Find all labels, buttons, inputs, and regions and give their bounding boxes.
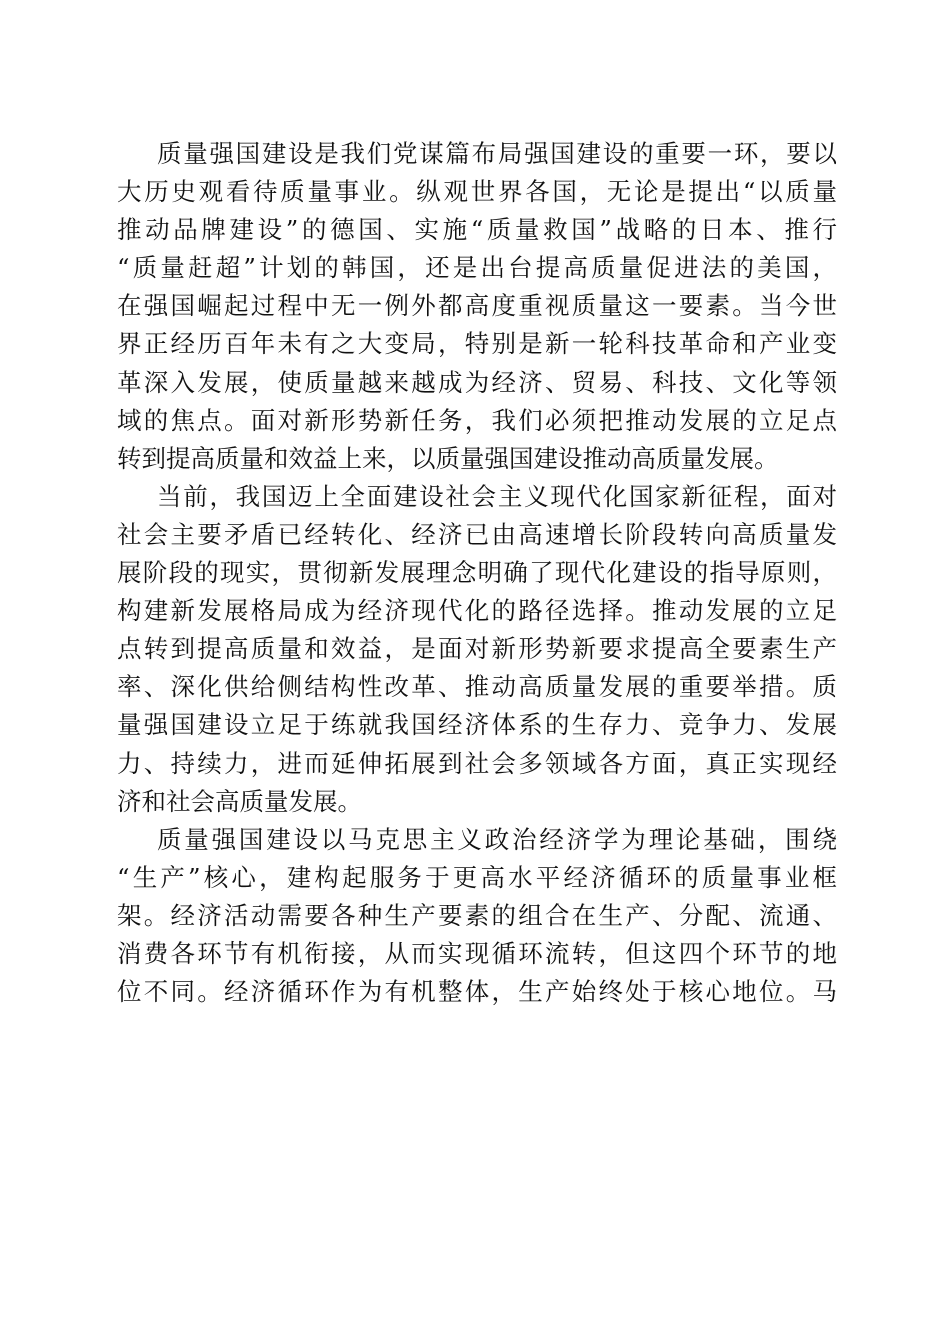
text-line: 大历史观看待质量事业。纵观世界各国，无论是提出“以质量 xyxy=(117,177,837,207)
paragraph-2 xyxy=(117,478,837,821)
text-line: 消费各环节有机衔接，从而实现循环流转，但这四个环节的地 xyxy=(117,938,837,968)
text-line: 展阶段的现实，贯彻新发展理念明确了现代化建设的指导原则， xyxy=(117,558,837,588)
text-line: 推动品牌建设”的德国、实施“质量救国”战略的日本、推行 xyxy=(117,215,837,245)
text-line: 质量强国建设以马克思主义政治经济学为理论基础，围绕 xyxy=(157,824,837,854)
text-line: 社会主要矛盾已经转化、经济已由高速增长阶段转向高质量发 xyxy=(117,519,837,549)
text-line: 界正经历百年未有之大变局，特别是新一轮科技革命和产业变 xyxy=(117,329,837,359)
document-body xyxy=(117,135,837,1011)
text-line: 转到提高质量和效益上来，以质量强国建设推动高质量发展。 xyxy=(117,443,779,473)
text-line: 力、持续力，进而延伸拓展到社会多领域各方面，真正实现经 xyxy=(117,748,837,778)
text-line: 点转到提高质量和效益，是面对新形势新要求提高全要素生产 xyxy=(117,634,837,664)
paragraph-3 xyxy=(117,821,837,1011)
text-line: “生产”核心，建构起服务于更高水平经济循环的质量事业框 xyxy=(117,862,837,892)
text-line: 在强国崛起过程中无一例外都高度重视质量这一要素。当今世 xyxy=(117,291,837,321)
paragraph-1 xyxy=(117,135,837,478)
text-line: 位不同。经济循环作为有机整体，生产始终处于核心地位。马 xyxy=(117,977,837,1007)
text-line: 质量强国建设是我们党谋篇布局强国建设的重要一环，要以 xyxy=(157,139,837,168)
text-line: 量强国建设立足于练就我国经济体系的生存力、竞争力、发展 xyxy=(117,710,837,740)
text-line: 革深入发展，使质量越来越成为经济、贸易、科技、文化等领 xyxy=(117,367,837,397)
text-line: 济和社会高质量发展。 xyxy=(117,786,362,816)
text-line: 域的焦点。面对新形势新任务，我们必须把推动发展的立足点 xyxy=(117,405,837,435)
text-line: 当前，我国迈上全面建设社会主义现代化国家新征程，面对 xyxy=(157,481,837,511)
text-line: 构建新发展格局成为经济现代化的路径选择。推动发展的立足 xyxy=(117,596,837,626)
text-line: 率、深化供给侧结构性改革、推动高质量发展的重要举措。质 xyxy=(117,672,837,702)
text-line: 架。经济活动需要各种生产要素的组合在生产、分配、流通、 xyxy=(117,900,837,930)
text-line: “质量赶超”计划的韩国，还是出台提高质量促进法的美国， xyxy=(117,253,837,283)
